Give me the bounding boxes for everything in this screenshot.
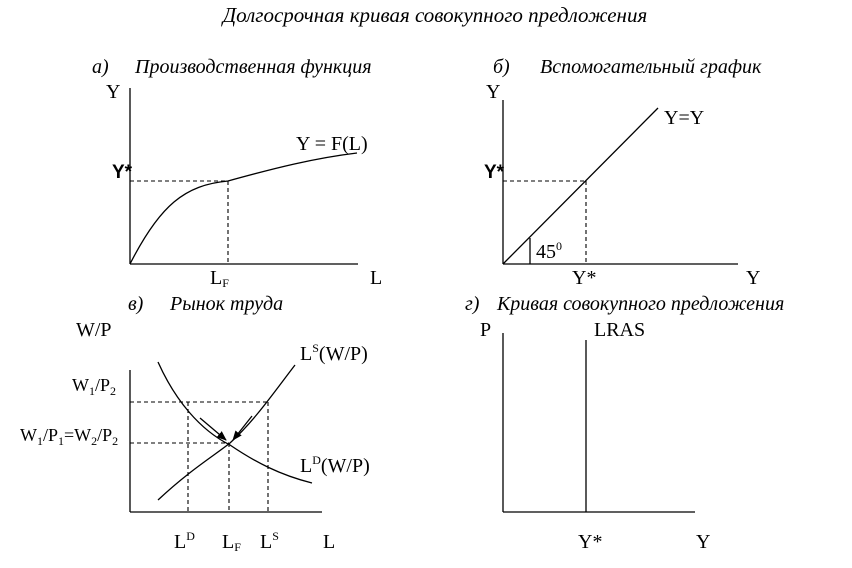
angle-label: $45^0$ — [536, 239, 562, 263]
panel-aggregate-supply — [465, 293, 784, 553]
panel-b-y-axis-label: Y — [486, 81, 501, 103]
panel-b-y-star-label: Y* — [484, 162, 505, 183]
panel-a-letter: а) — [92, 56, 109, 78]
labour-supply-label: $L^S(W/P)$ — [300, 341, 368, 365]
forty-five-degree-line-label: Y=Y — [664, 107, 705, 129]
panel-g-letter: г) — [465, 293, 480, 315]
panel-a-lf-label: LF — [210, 267, 229, 290]
panel-b-letter: б) — [493, 56, 510, 78]
labour-supply-curve — [158, 365, 295, 500]
lras-label: LRAS — [594, 319, 646, 341]
lf-label: LF — [222, 531, 241, 554]
adjustment-arrow-left — [200, 418, 226, 440]
panel-v-letter: в) — [128, 293, 144, 315]
panel-auxiliary-graph — [484, 56, 762, 289]
panel-g-x-star-label: Y* — [578, 531, 603, 553]
ls-label: $L^S$ — [260, 529, 279, 553]
panel-a-y-star-label: Y* — [112, 162, 133, 183]
labour-demand-label: $L^D(W/P)$ — [300, 453, 370, 477]
panel-g-y-axis-label: P — [480, 319, 492, 341]
high-wage-label: $W_1/P_2$ — [72, 375, 117, 398]
production-function-label: Y = F(L) — [296, 133, 368, 155]
panel-a-x-axis-label: L — [370, 267, 383, 289]
panel-a-y-axis-label: Y — [106, 81, 121, 103]
ld-label: $L^D$ — [174, 529, 195, 553]
panel-g-caption: Кривая совокупного предложения — [497, 293, 785, 315]
panel-b-caption: Вспомогательный график — [540, 56, 762, 78]
panel-b-x-axis-label: Y — [746, 267, 761, 289]
panel-v-y-axis-label: W/P — [76, 319, 112, 341]
labour-demand-curve — [158, 362, 312, 483]
panel-production-function — [92, 56, 382, 290]
panel-labour-market — [20, 293, 370, 554]
panel-g-x-axis-label: Y — [696, 531, 711, 553]
panel-v-caption: Рынок труда — [170, 293, 284, 315]
panel-b-x-star-label: Y* — [572, 267, 597, 289]
adjustment-arrow-right — [233, 416, 252, 440]
forty-five-degree-line — [503, 108, 658, 264]
equilibrium-wage-label: $W_1/P_1=W_2/P_2$ — [20, 425, 119, 448]
figure-title: Долгосрочная кривая совокупного предложения — [222, 3, 648, 27]
production-function-curve — [130, 153, 357, 264]
panel-v-x-axis-label: L — [323, 531, 336, 553]
panel-a-caption: Производственная функция — [135, 56, 372, 78]
